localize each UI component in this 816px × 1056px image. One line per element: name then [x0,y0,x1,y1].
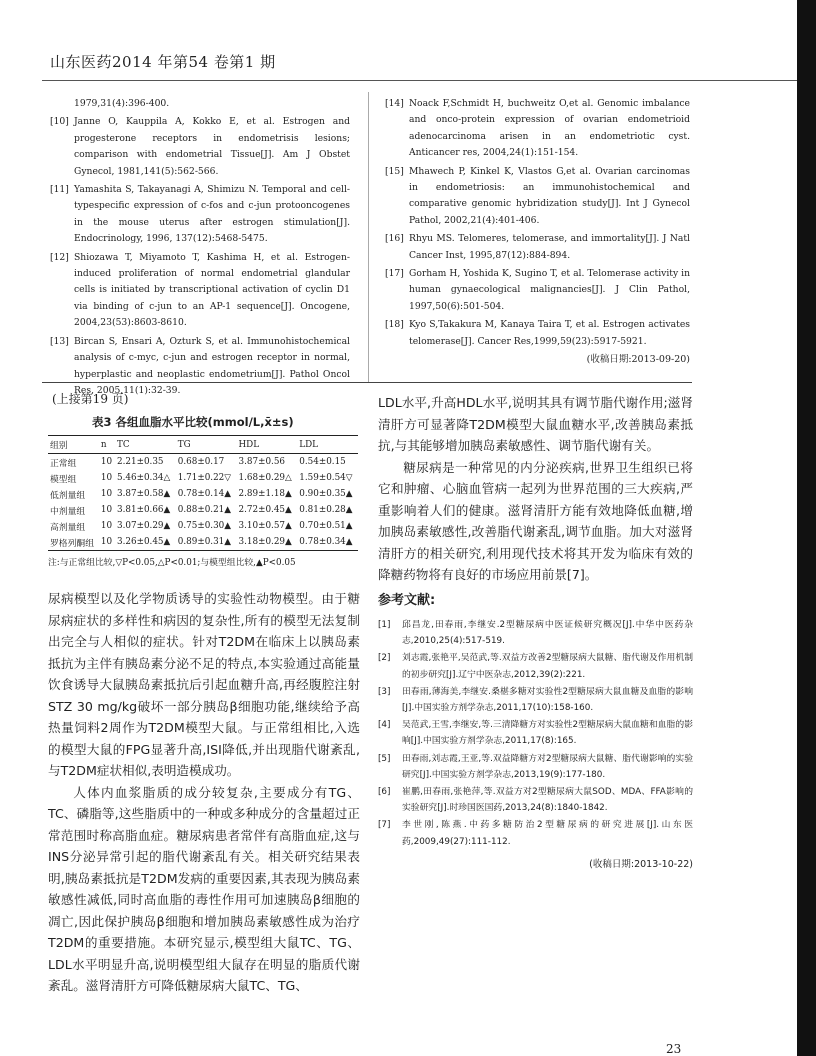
table-header-cell: 组别 [48,436,99,454]
body-paragraph: 人体内血浆脂质的成分较复杂,主要成分有TG、TC、磷脂等,这些脂质中的一种或多种成分的含量超过正常范围时称高脂血症。糖尿病患者常伴有高脂血症,这与INS分泌异常引起的脂代谢紊乱有关。相关研究结果表明,胰岛素抵抗是T2DM发病的重要因素,其表现为胰岛素敏感性减低,同时高血脂的毒性作用可加速胰岛β细胞的凋亡,因此保护胰岛β细胞和增加胰岛素敏感性成为治疗T2DM的重要措施。本研究显示,模型组大鼠TC、TG、LDL水平明显升高,说明模型组大鼠存在明显的脂质代谢紊乱。滋肾清肝方可降低糖尿病大鼠TC、TG、 [48,784,360,993]
body-right-column [378,392,693,875]
reference-number: [4] [378,720,391,731]
table-row [48,470,358,486]
table-cell: 10 [100,505,113,515]
table-cell: 1.59±0.54▽ [299,473,353,483]
reference-text: 李世刚,陈燕.中药多糖防治2型糖尿病的研究进展[J].山东医药,2009,49(27):111-112. [402,820,693,847]
reference-item [385,96,690,162]
table-row [48,486,358,502]
reference-number: [5] [378,753,391,764]
table-cell: 0.54±0.15 [299,457,346,467]
reference-text: Noack F,Schmidt H, buchweitz O,et al. Genomic imbalance and onco-protein expression of ovarian endometrioid adenocarcinoma arisen in an endometriotic cyst. Anticancer res, 2004,24(1):151-154. [409,98,690,159]
table-header-cell: HDL [236,436,297,454]
page-number: 23 [666,1042,682,1056]
reference-item [385,266,690,315]
table-caption: 表3 各组血脂水平比较(mmol/L,x̄±s) [92,415,294,429]
received-date-bottom: (收稿日期:2013-10-22) [589,858,693,870]
table-cell: 3.18±0.29▲ [236,534,297,551]
scan-edge [797,0,816,1056]
table-row [48,454,358,471]
reference-number: [3] [378,686,391,697]
table-cell: 高剂量组 [50,522,86,533]
table-cell: 3.87±0.58▲ [116,489,171,499]
table-cell: 10 [100,489,113,499]
reference-number: [12] [50,251,69,263]
reference-text: Mhawech P, Kinkel K, Vlastos G,et al. Ovarian carcinomas in endometriosis: an immunohistochemical and comparative genomic hybridization study[J]. Int J Gynecol Pathol, 2002,21(4):401-406. [409,165,690,226]
reference-text: 邱昌龙,田春雨,李继安.2型糖尿病中医证候研究概况[J].中华中医药杂志,2010,25(4):517-519. [402,620,693,647]
reference-item [378,817,693,849]
references-top-right [385,96,690,369]
table-header-cell: TG [176,436,237,454]
reference-item [50,96,350,112]
reference-item [378,717,693,749]
lipid-table [48,435,358,551]
table-cell: 2.89±1.18▲ [238,489,292,499]
table-cell: 10 [99,534,115,551]
table-cell: 1.68±0.29△ [238,473,292,483]
reference-number: [10] [50,116,69,128]
reference-number: [1] [378,620,391,630]
reference-text: Rhyu MS. Telomeres, telomerase, and immortality[J]. J Natl Cancer Inst, 1995,87(12):884-894. [409,233,690,261]
reference-item [378,650,693,682]
reference-item [378,751,693,783]
reference-text: 刘志霞,张艳平,吴范武,等.双益方改善2型糖尿病大鼠糖、脂代谢及作用机制的初步研究[J].辽宁中医杂志,2012,39(2):221. [402,653,693,680]
reference-item [378,784,693,816]
table-note: 注:与正常组比较,▽P<0.05,△P<0.01;与模型组比较,▲P<0.05 [48,558,296,568]
reference-item [50,114,350,180]
table-cell: 3.81±0.66▲ [116,505,171,515]
journal-header: 山东医药2014 年第54 卷第1 期 [50,53,276,71]
reference-text: Bircan S, Ensari A, Ozturk S, et al. Immunohistochemical analysis of c-myc, c-jun and estrogen receptor in normal, hyperplastic and neoplastic endometrium[J]. Pathol Oncol Res, 2005,11(1):32-39. [74,335,350,396]
references-heading: 参考文献: [378,592,436,608]
body-paragraph: 尿病模型以及化学物质诱导的实验性动物模型。由于糖尿病症状的多样性和病因的复杂性,所有的模型无法复制出完全与人相似的症状。针对T2DM在临床上以胰岛素抵抗为主伴有胰岛素分泌不足的特点,本实验通过高能量饮食诱导大鼠胰岛素抵抗后引起血糖升高,再经腹腔注射STZ 30 mg/kg破坏一部分胰岛β细胞功能,继续给予高热量饲料2周作为T2DM模型大鼠。与正常组相比,入选的模型大鼠的FPG显著升高,ISI降低,并出现脂代谢紊乱,与T2DM症状相似,表明造模成功。 [48,591,360,778]
table-cell: 0.88±0.21▲ [177,505,232,515]
reference-text: 田春雨,刘志霞,王亚,等.双益降糖方对2型糖尿病大鼠糖、脂代谢影响的实验研究[J].中国实验方剂学杂志,2013,19(9):177-180. [402,753,693,780]
table-cell: 10 [100,473,113,483]
table-cell: 罗格列酮组 [48,534,99,551]
table-cell: 1.71±0.22▽ [177,473,232,483]
table-cell: 0.78±0.34▲ [297,534,358,551]
reference-number: [2] [378,653,391,664]
table-cell: 3.07±0.29▲ [116,521,171,531]
body-left-column [48,588,360,997]
reference-item [378,617,693,649]
reference-number: [13] [50,335,69,347]
references-top-left [50,96,350,401]
table-row [48,518,358,534]
reference-item [50,250,350,332]
table-cell: 3.26±0.45▲ [115,534,176,551]
table-cell: 正常组 [50,458,77,469]
continued-from-label: (上接第19 页) [52,392,129,406]
reference-text: Gorham H, Yoshida K, Sugino T, et al. Telomerase activity in human gynaecological malignancies[J]. J Clin Pathol, 1997,50(6):501-504. [409,268,690,312]
reference-text: Janne O, Kauppila A, Kokko E, et al. Estrogen and progesterone receptors in endometrisis lesions; comparison with endometrial Tissue[J]. Am J Obstet Gynecol, 1981,141(5):562-566. [74,116,350,177]
table-cell: 2.72±0.45▲ [238,505,292,515]
table-cell: 3.87±0.56 [238,457,286,467]
reference-item [385,164,690,230]
table-cell: 低剂量组 [50,490,86,501]
body-paragraph: 糖尿病是一种常见的内分泌疾病,世界卫生组织已将它和肿瘤、心脑血管病一起列为世界范围的三大疾病,严重影响着人们的健康。滋肾清肝方能有效地降低血糖,增加胰岛素敏感性,改善脂代谢紊乱,调节血脂。加大对滋肾清肝方的相关研究,利用现代技术将其开发为临床有效的降糖药物将有良好的市场应用前景[7]。 [378,459,693,582]
table-cell: 2.21±0.35 [116,457,164,467]
table-cell: 5.46±0.34△ [116,473,171,483]
reference-number: [11] [50,184,69,196]
reference-text: Yamashita S, Takayanagi A, Shimizu N. Temporal and cell-typespecific expression of c-fos and c-jun protooncogenes in the mouse uterus after estrogen stimulation[J]. Endocrinology, 1996, 137(12):5468-5475. [74,184,350,245]
reference-text: Kyo S,Takakura M, Kanaya Taira T, et al. Estrogen activates telomerase[J]. Cancer Res,1999,59(23):5917-5921. [409,319,690,347]
body-paragraph: LDL水平,升高HDL水平,说明其具有调节脂代谢作用;滋肾清肝方可显著降T2DM模型大鼠血糖水平,改善胰岛素抵抗,与其能够增加胰岛素敏感性、调节脂代谢有关。 [378,395,693,453]
table-cell: 0.89±0.31▲ [176,534,237,551]
reference-number: [15] [385,165,404,177]
reference-number: [7] [378,820,391,831]
table-cell: 0.81±0.28▲ [299,505,353,515]
reference-text: 田春雨,薄海美,李继安.桑椹多糖对实验性2型糖尿病大鼠血糖及血脂的影响[J].中国实验方剂学杂志,2011,17(10):158-160. [402,686,693,714]
header-rule [42,80,797,81]
table-cell: 0.68±0.17 [177,457,225,467]
table-cell: 0.75±0.30▲ [177,521,232,531]
table-row [48,534,358,551]
reference-item [385,231,690,264]
reference-text: 崔鹏,田春雨,张艳萍,等.双益方对2型糖尿病大鼠SOD、MDA、FFA影响的实验研究[J].时珍国医国药,2013,24(8):1840-1842. [402,787,693,814]
reference-item [385,317,690,350]
references-list [378,617,693,850]
reference-number: [14] [385,98,404,109]
table-header-cell: LDL [297,436,358,454]
table-cell: 0.90±0.35▲ [299,489,353,499]
reference-number: [18] [385,319,404,331]
reference-text: Shiozawa T, Miyamoto T, Kashima H, et al. Estrogen-induced proliferation of normal endometrial glandular cells is initiated by transcriptional activation of cyclin D1 via binding of c-jun to an AP-1 sequence[J]. Oncogene, 2004,23(53):8603-8610. [74,251,350,329]
reference-item [50,182,350,248]
table-header-row [48,436,358,454]
table-row [48,502,358,518]
column-divider [368,92,369,382]
reference-number: [17] [385,268,404,280]
table-cell: 10 [100,457,113,467]
table-cell: 10 [100,521,113,531]
received-date-top: (收稿日期:2013-09-20) [586,354,690,366]
table-cell: 模型组 [50,474,77,485]
table-header-cell: n [99,436,115,454]
reference-text: 1979,31(4):396-400. [74,98,170,109]
reference-text: 吴范武,王雪,李继安,等.三清降糖方对实验性2型糖尿病大鼠血糖和血脂的影响[J].中国实验方剂学杂志,2011,17(8):165. [402,720,693,747]
section-separator [42,382,692,383]
table-cell: 中剂量组 [50,506,86,517]
table-cell: 0.70±0.51▲ [299,521,353,531]
table-cell: 0.78±0.14▲ [177,489,232,499]
reference-number: [16] [385,233,404,245]
reference-number: [6] [378,787,391,798]
reference-item [378,684,693,716]
table-cell: 3.10±0.57▲ [238,521,292,531]
table-header-cell: TC [115,436,176,454]
